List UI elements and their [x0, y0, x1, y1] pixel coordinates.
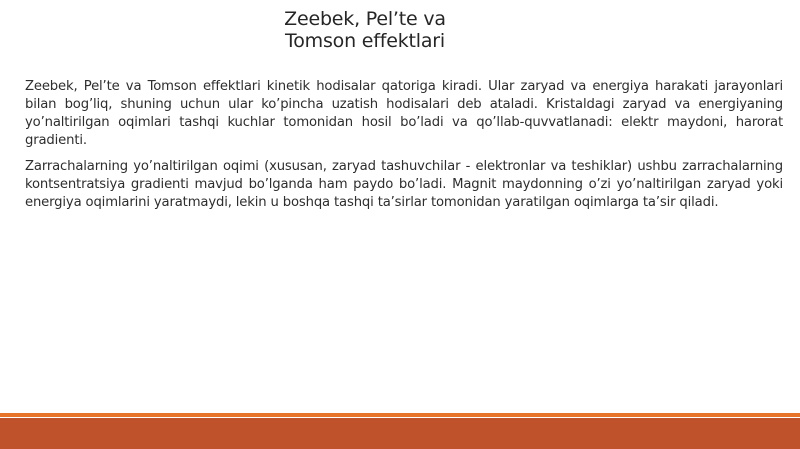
slide-body — [25, 78, 783, 220]
body-paragraph-1: Zeebek, Pel’te va Tomson effektlari kinetik hodisalar qatoriga kiradi. Ular zaryad va energiya harakati jarayonlari bilan bog’liq, shuning uchun ular ko’pincha uzatish hodisalari deb ataladi. Kristaldagi zaryad va energiyaning yo’naltirilgan oqimlari tashqi kuchlar tomonidan hosil bo’ladi va qo’llab-quvvatlanadi: elektr maydoni, harorat gradienti. — [25, 79, 783, 148]
body-paragraph-2: Zarrachalarning yo’naltirilgan oqimi (xususan, zaryad tashuvchilar - elektronlar va teshiklar) ushbu zarrachalarning kontsentratsiya gradienti mavjud bo’lganda ham paydo bo’ladi. Magnit maydonning o’zi yo’naltirilgan zaryad yoki energiya oqimlarini yaratmaydi, lekin u boshqa tashqi ta’sirlar tomonidan yaratilgan oqimlarga ta’sir qiladi. — [25, 159, 783, 210]
footer-bar — [0, 418, 800, 449]
slide-title-line-2: Tomson effektlari — [285, 30, 445, 52]
slide-title — [230, 8, 500, 52]
slide-title-line-1: Zeebek, Pel’te va — [284, 8, 446, 30]
footer-accent-line — [0, 413, 800, 417]
